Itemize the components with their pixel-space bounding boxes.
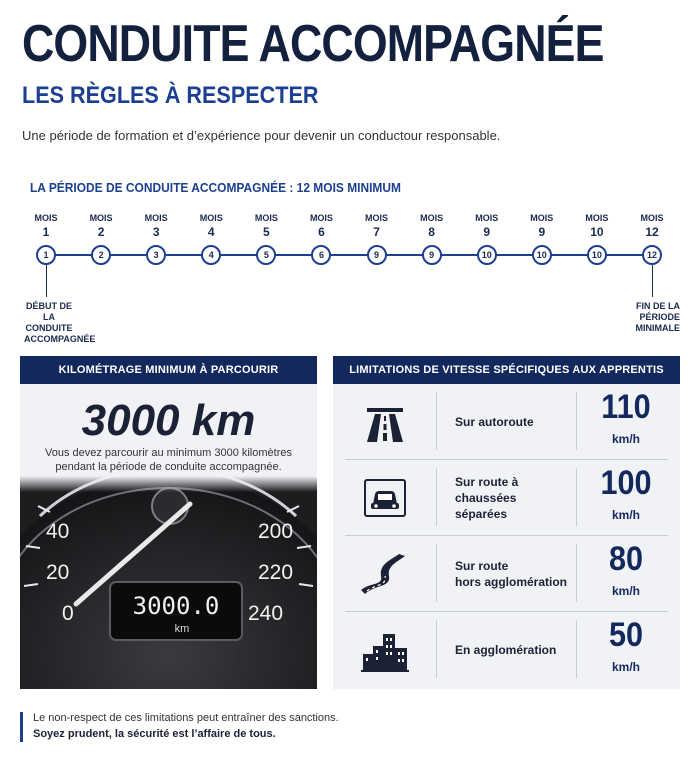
timeline-month-number: 7 bbox=[373, 225, 380, 239]
speed-unit: km/h bbox=[611, 584, 640, 598]
speed-row-label-line: chaussées séparées bbox=[455, 491, 517, 521]
row-divider bbox=[576, 468, 577, 526]
speed-row-label bbox=[455, 460, 570, 536]
footer-safety-message: Soyez prudent, la sécurité est l’affaire de tous. bbox=[33, 728, 276, 740]
speed-value: 110 bbox=[601, 388, 651, 426]
timeline-marker: 2 bbox=[91, 245, 111, 265]
km-description bbox=[20, 446, 317, 474]
timeline-marker: 3 bbox=[146, 245, 166, 265]
odometer-unit: km bbox=[174, 623, 190, 635]
timeline-month-number: 1 bbox=[42, 225, 50, 239]
city-buildings-icon bbox=[361, 626, 409, 674]
speed-unit: km/h bbox=[611, 508, 640, 522]
row-divider bbox=[576, 544, 577, 602]
timeline-month-number: 10 bbox=[590, 225, 604, 239]
km-description-line: Vous devez parcourir au minimum 3000 kilomètres bbox=[44, 447, 292, 459]
gauge-label: 200 bbox=[258, 520, 294, 543]
speed-value: 80 bbox=[608, 540, 644, 578]
timeline-month-number: 2 bbox=[97, 225, 105, 239]
timeline-end-caption bbox=[600, 301, 680, 334]
timeline-heading: LA PÉRIODE DE CONDUITE ACCOMPAGNÉE : 12 MOIS MINIMUM bbox=[30, 180, 402, 195]
km-panel bbox=[20, 356, 317, 689]
timeline-mois-label: MOIS bbox=[585, 213, 609, 223]
footer-warning: Le non-respect de ces limitations peut entraîner des sanctions. bbox=[33, 712, 339, 724]
speed-row bbox=[333, 612, 680, 688]
speed-row bbox=[333, 460, 680, 536]
gauge-label: 0 bbox=[62, 602, 74, 625]
timeline-start-stem bbox=[46, 265, 47, 297]
timeline-mois-label: MOIS bbox=[309, 213, 333, 223]
row-divider bbox=[576, 392, 577, 450]
winding-road-icon bbox=[361, 550, 409, 598]
timeline-marker: 1 bbox=[36, 245, 56, 265]
odometer-value: 3000.0 bbox=[132, 592, 220, 620]
speed-value: 100 bbox=[600, 464, 652, 502]
speed-panel-heading: LIMITATIONS DE VITESSE SPÉCIFIQUES AUX APPRENTIS bbox=[333, 356, 680, 384]
timeline-marker: 10 bbox=[532, 245, 552, 265]
speed-row-label-line: Sur autoroute bbox=[455, 415, 534, 429]
timeline-month-number: 6 bbox=[318, 225, 325, 239]
timeline-mois-label: MOIS bbox=[365, 213, 389, 223]
timeline-month-number: 9 bbox=[483, 225, 491, 239]
speed-unit: km/h bbox=[611, 432, 640, 446]
timeline-month-number: 3 bbox=[152, 225, 160, 239]
timeline-marker: 9 bbox=[422, 245, 442, 265]
timeline-start-caption-line: ACCOMPAGNÉE bbox=[24, 334, 96, 344]
speed-row-label-line: Sur route bbox=[455, 559, 509, 573]
timeline-month-number: 9 bbox=[538, 225, 546, 239]
speed-row-label bbox=[455, 612, 570, 688]
timeline-end-caption-line: FIN DE LA PÉRIODE bbox=[636, 301, 680, 322]
timeline-month-number: 4 bbox=[207, 225, 215, 239]
speed-row-label-line: Sur route à bbox=[455, 475, 519, 489]
car-icon bbox=[361, 474, 409, 522]
timeline-mois-label: MOIS bbox=[89, 213, 113, 223]
timeline-mois-label: MOIS bbox=[254, 213, 278, 223]
speed-value: 50 bbox=[608, 616, 644, 654]
km-panel-heading: KILOMÉTRAGE MINIMUM À PARCOURIR bbox=[20, 356, 317, 384]
speed-row bbox=[333, 384, 680, 460]
speed-row-label bbox=[455, 536, 570, 612]
page-title: CONDUITE ACCOMPAGNÉE bbox=[22, 15, 604, 73]
gauge-label: 240 bbox=[248, 602, 284, 625]
gauge-label: 40 bbox=[46, 520, 70, 543]
timeline-mois-label: MOIS bbox=[530, 213, 554, 223]
gauge-label: 220 bbox=[258, 561, 294, 584]
timeline-mois-label: MOIS bbox=[144, 213, 168, 223]
timeline-mois-label: MOIS bbox=[420, 213, 444, 223]
speed-unit: km/h bbox=[611, 660, 640, 674]
row-divider bbox=[436, 392, 437, 450]
intro-text: Une période de formation et d’expérience pour devenir un conductour responsable. bbox=[22, 128, 501, 143]
speedometer-image bbox=[20, 476, 317, 689]
timeline-start-caption-line: DÉBUT DE LA bbox=[25, 301, 72, 322]
timeline-start-caption bbox=[24, 301, 96, 345]
timeline-marker: 4 bbox=[201, 245, 221, 265]
timeline-month-number: 5 bbox=[263, 225, 270, 239]
timeline-end-stem bbox=[652, 265, 653, 297]
speed-row-label-line: hors agglomération bbox=[455, 575, 568, 589]
row-divider bbox=[436, 468, 437, 526]
speed-row-label-line: En agglomération bbox=[455, 643, 557, 657]
timeline-marker: 6 bbox=[311, 245, 331, 265]
row-divider bbox=[436, 620, 437, 678]
footer-accent-bar bbox=[20, 712, 23, 742]
timeline-marker: 10 bbox=[587, 245, 607, 265]
timeline-marker: 12 bbox=[642, 245, 662, 265]
gauge-label: 20 bbox=[46, 561, 70, 584]
timeline-marker: 10 bbox=[477, 245, 497, 265]
speed-row bbox=[333, 536, 680, 612]
timeline-month-number: 8 bbox=[428, 225, 435, 239]
timeline-marker: 9 bbox=[367, 245, 387, 265]
speed-panel bbox=[333, 356, 680, 689]
timeline-month-number: 12 bbox=[645, 225, 659, 239]
timeline-mois-label: MOIS bbox=[34, 213, 58, 223]
timeline-mois-label: MOIS bbox=[199, 213, 223, 223]
timeline-mois-label: MOIS bbox=[475, 213, 499, 223]
km-minimum-value: 3000 km bbox=[81, 396, 256, 445]
timeline-mois-label: MOIS bbox=[640, 213, 664, 223]
page-subtitle: LES RÈGLES À RESPECTER bbox=[22, 82, 319, 109]
timeline-marker: 5 bbox=[256, 245, 276, 265]
motorway-icon bbox=[361, 398, 409, 446]
timeline-end-caption-line: MINIMALE bbox=[635, 323, 680, 333]
timeline-line bbox=[46, 254, 652, 256]
speed-row-label bbox=[455, 384, 570, 460]
row-divider bbox=[436, 544, 437, 602]
row-divider bbox=[576, 620, 577, 678]
timeline-start-caption-line: CONDUITE bbox=[25, 323, 73, 333]
km-description-line: pendant la période de conduite accompagnée. bbox=[55, 461, 282, 473]
